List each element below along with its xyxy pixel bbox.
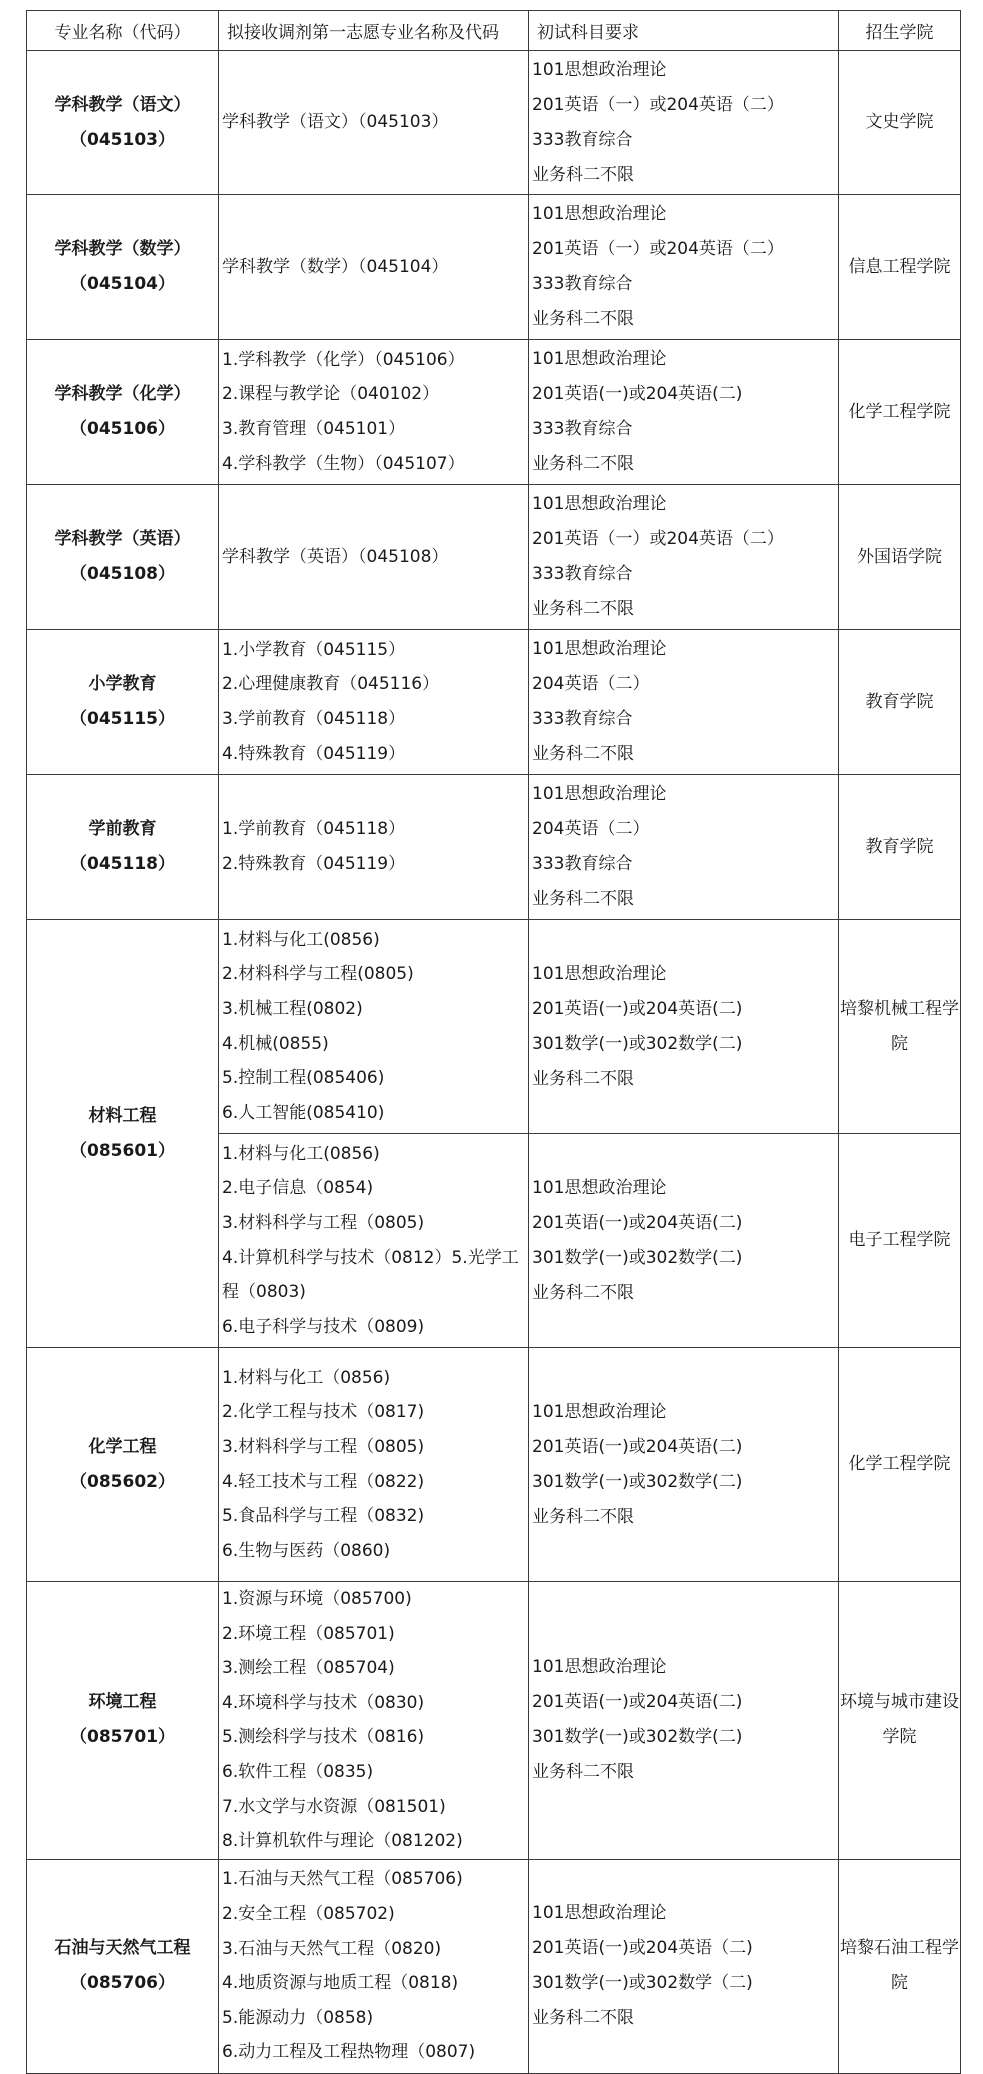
exam-subjects-cell-line: 201英语(一)或204英语（二) [532,1938,753,1959]
target-majors-cell-line: 5.测绘科学与技术（0816) [222,1727,425,1748]
target-majors-cell-line: 3.学前教育（045118） [222,709,406,729]
major-cell-line: 学科教学（语文） [54,94,191,115]
college-cell-line: 教育学院 [865,836,934,857]
major-cell [27,920,219,1348]
major-cell-line: （045104） [70,274,175,294]
major-cell-line: （085601） [70,1140,175,1161]
college-cell [839,920,961,1134]
target-majors-cell-line: 7.水文学与水资源（081501) [222,1796,446,1817]
major-cell-line: 环境工程 [88,1692,157,1713]
admission-table [26,10,961,2074]
college-cell-line: 教育学院 [865,691,934,712]
major-cell-line: （045106） [70,419,175,439]
major-cell-line: （045103） [70,129,175,150]
target-majors-cell-line: 4.特殊教育（045119） [222,743,406,764]
exam-subjects-cell-line: 301数学(一)或302数学(二) [532,1033,743,1054]
target-majors-cell-line: 1.学科教学（化学）（045106） [222,349,465,370]
table-row [27,1348,961,1582]
college-cell-line: 文史学院 [865,112,934,132]
target-majors-cell-line: 4.机械(0855) [222,1033,329,1054]
college-cell-line: 化学工程学院 [848,401,951,422]
exam-subjects-cell-line: 业务科二不限 [532,599,634,619]
college-cell-line: 院 [891,1973,908,1994]
target-majors-cell [219,1582,529,1860]
target-majors-cell-line: 4.计算机科学与技术（0812）5.光学工程（0803) [222,1247,519,1303]
major-cell-line: （045115） [70,709,175,729]
target-majors-cell-line: 6.电子科学与技术（0809) [222,1316,425,1337]
college-cell-line: 培黎石油工程学 [840,1938,959,1959]
exam-subjects-cell-line: 101思想政治理论 [532,1401,667,1422]
target-majors-cell-line: 5.能源动力（0858) [222,2007,374,2028]
target-majors-cell-line: 1.石油与天然气工程（085706) [222,1869,463,1890]
target-majors-cell-line: 2.安全工程（085702) [222,1904,395,1925]
exam-subjects-cell [529,630,839,775]
major-cell-line: 学前教育 [88,819,157,839]
exam-subjects-cell-line: 333教育综合 [532,709,633,729]
target-majors-cell-line: 学科教学（语文）（045103） [222,112,449,133]
exam-subjects-cell-line: 101思想政治理论 [532,349,667,369]
exam-subjects-cell-line: 业务科二不限 [532,1282,634,1303]
table-row [27,630,961,775]
target-majors-cell-line: 2.电子信息（0854) [222,1178,374,1199]
exam-subjects-cell-line: 201英语（一）或204英语（二） [532,239,784,259]
major-cell-line: 化学工程 [88,1436,157,1457]
exam-subjects-cell-line: 201英语(一)或204英语(二) [532,1212,743,1233]
major-cell [27,1348,219,1582]
exam-subjects-cell-line: 业务科二不限 [532,1762,634,1783]
college-cell [839,51,961,195]
exam-subjects-cell-line: 101思想政治理论 [532,494,667,514]
target-majors-cell-line: 6.生物与医药（0860) [222,1540,391,1561]
exam-subjects-cell-line: 301数学(一)或302数学(二) [532,1471,743,1492]
table-row [27,775,961,920]
exam-subjects-cell-line: 101思想政治理论 [532,1903,667,1924]
target-majors-cell-line: 2.特殊教育（045119） [222,854,406,874]
table-row [27,1859,961,2073]
header-row [27,11,961,51]
exam-subjects-cell-line: 101思想政治理论 [532,784,667,804]
target-majors-cell-line: 学科教学（英语）（045108） [222,546,449,567]
exam-subjects-cell [529,485,839,630]
target-majors-cell [219,1348,529,1582]
major-cell-line: 学科教学（数学） [54,239,191,259]
target-majors-cell-line: 4.环境科学与技术（0830) [222,1692,425,1713]
target-majors-cell-line: 5.食品科学与工程（0832) [222,1506,425,1527]
exam-subjects-cell-line: 333教育综合 [532,274,633,294]
target-majors-cell-line: 1.学前教育（045118） [222,819,406,840]
college-cell [839,630,961,775]
college-cell [839,340,961,485]
major-cell-line: 材料工程 [88,1105,157,1126]
exam-subjects-cell-line: 201英语（一）或204英语（二） [532,94,784,115]
target-majors-cell-line: 3.机械工程(0802) [222,998,363,1019]
exam-subjects-cell [529,1134,839,1348]
target-majors-cell [219,630,529,775]
target-majors-cell [219,775,529,920]
exam-subjects-cell-line: 业务科二不限 [532,744,634,764]
target-majors-cell [219,1859,529,2073]
exam-subjects-cell-line: 301数学(一)或302数学(二) [532,1247,743,1268]
exam-subjects-cell-line: 101思想政治理论 [532,1177,667,1198]
major-cell-line: （085706） [70,1973,175,1994]
exam-subjects-cell-line: 333教育综合 [532,129,633,150]
target-majors-cell [219,51,529,195]
target-majors-cell-line: 5.控制工程(085406) [222,1068,385,1089]
major-cell [27,485,219,630]
table-row [27,920,961,1134]
college-cell [839,195,961,340]
target-majors-cell-line: 1.资源与环境（085700) [222,1589,412,1609]
exam-subjects-cell-line: 101思想政治理论 [532,204,667,224]
target-majors-cell-line: 4.学科教学（生物）（045107） [222,453,465,474]
target-majors-cell [219,340,529,485]
major-cell-line: 学科教学（英语） [54,529,191,549]
target-majors-cell-line: 1.材料与化工（0856) [222,1367,391,1388]
major-cell [27,340,219,485]
exam-subjects-cell [529,195,839,340]
table-row [27,340,961,485]
major-cell [27,51,219,195]
exam-subjects-cell-line: 业务科二不限 [532,1506,634,1527]
major-cell [27,195,219,340]
exam-subjects-cell-line: 301数学(一)或302数学（二) [532,1973,753,1994]
exam-subjects-cell-line: 业务科二不限 [532,889,634,909]
target-majors-cell-line: 4.地质资源与地质工程（0818) [222,1973,459,1994]
target-majors-cell-line: 1.材料与化工(0856) [222,1143,380,1164]
exam-subjects-cell-line: 333教育综合 [532,854,633,874]
major-cell [27,1582,219,1860]
exam-subjects-cell [529,775,839,920]
target-majors-cell-line: 1.材料与化工(0856) [222,929,380,950]
exam-subjects-cell-line: 201英语(一)或204英语(二) [532,998,743,1019]
target-majors-cell-line: 2.课程与教学论（040102） [222,384,440,405]
header-major: 专业名称（代码） [27,11,219,51]
target-majors-cell-line: 2.化学工程与技术（0817) [222,1402,425,1423]
major-cell-line: （085602） [70,1471,175,1492]
target-majors-cell-line: 1.小学教育（045115） [222,639,406,660]
exam-subjects-cell-line: 101思想政治理论 [532,1657,667,1678]
exam-subjects-cell-line: 301数学(一)或302数学(二) [532,1727,743,1748]
exam-subjects-cell [529,340,839,485]
college-cell-line: 学院 [882,1727,917,1748]
target-majors-cell [219,485,529,630]
exam-subjects-cell-line: 204英语（二） [532,674,650,694]
table-body [27,51,961,2074]
target-majors-cell-line: 2.心理健康教育（045116） [222,674,440,695]
college-cell-line: 外国语学院 [857,546,942,567]
college-cell [839,1134,961,1348]
college-cell-line: 化学工程学院 [848,1454,951,1474]
college-cell-line: 环境与城市建设 [840,1692,959,1713]
college-cell [839,1582,961,1860]
header-college: 招生学院 [839,11,961,51]
target-majors-cell-line: 2.材料科学与工程(0805) [222,964,414,985]
college-cell [839,485,961,630]
target-majors-cell [219,920,529,1134]
exam-subjects-cell-line: 201英语（一）或204英语（二） [532,529,784,549]
exam-subjects-cell-line: 201英语(一)或204英语(二) [532,1436,743,1457]
table-row [27,1582,961,1860]
target-majors-cell-line: 4.轻工技术与工程（0822) [222,1471,425,1492]
target-majors-cell [219,1134,529,1348]
exam-subjects-cell-line: 204英语（二） [532,819,650,839]
exam-subjects-cell [529,51,839,195]
exam-subjects-cell-line: 201英语(一)或204英语(二) [532,1692,743,1713]
exam-subjects-cell-line: 333教育综合 [532,419,633,439]
target-majors-cell-line: 6.软件工程（0835) [222,1761,374,1782]
college-cell-line: 培黎机械工程学 [840,998,959,1019]
target-majors-cell-line: 3.材料科学与工程（0805) [222,1212,425,1233]
major-cell-line: （085701） [70,1727,175,1748]
target-majors-cell-line: 3.石油与天然气工程（0820) [222,1938,442,1959]
table-row [27,195,961,340]
exam-subjects-cell-line: 业务科二不限 [532,454,634,474]
target-majors-cell [219,195,529,340]
college-cell-line: 电子工程学院 [848,1230,951,1250]
major-cell-line: 小学教育 [88,674,157,694]
college-cell-line: 信息工程学院 [848,256,951,277]
exam-subjects-cell [529,920,839,1134]
target-majors-cell-line: 3.教育管理（045101） [222,419,406,439]
major-cell [27,1859,219,2073]
college-cell-line: 院 [891,1033,908,1054]
exam-subjects-cell [529,1582,839,1860]
major-cell [27,630,219,775]
exam-subjects-cell-line: 业务科二不限 [532,1068,634,1089]
target-majors-cell-line: 2.环境工程（085701) [222,1623,395,1644]
exam-subjects-cell-line: 业务科二不限 [532,164,634,185]
exam-subjects-cell-line: 业务科二不限 [532,2008,634,2029]
exam-subjects-cell [529,1859,839,2073]
exam-subjects-cell-line: 201英语(一)或204英语(二) [532,384,743,404]
college-cell [839,1348,961,1582]
exam-subjects-cell-line: 101思想政治理论 [532,639,667,659]
exam-subjects-cell-line: 101思想政治理论 [532,59,667,80]
target-majors-cell-line: 6.人工智能(085410) [222,1102,385,1123]
target-majors-cell-line: 学科教学（数学）（045104） [222,256,449,277]
header-exam: 初试科目要求 [529,11,839,51]
target-majors-cell-line: 6.动力工程及工程热物理（0807) [222,2042,476,2063]
exam-subjects-cell-line: 101思想政治理论 [532,963,667,984]
table-row [27,51,961,195]
major-cell [27,775,219,920]
table-row [27,485,961,630]
target-majors-cell-line: 8.计算机软件与理论（081202) [222,1831,463,1852]
major-cell-line: （045108） [70,564,175,584]
exam-subjects-cell-line: 业务科二不限 [532,309,634,329]
major-cell-line: （045118） [70,854,175,874]
header-target: 拟接收调剂第一志愿专业名称及代码 [219,11,529,51]
college-cell [839,1859,961,2073]
major-cell-line: 石油与天然气工程 [54,1938,191,1959]
exam-subjects-cell-line: 333教育综合 [532,564,633,584]
exam-subjects-cell [529,1348,839,1582]
college-cell [839,775,961,920]
target-majors-cell-line: 3.测绘工程（085704) [222,1658,395,1679]
major-cell-line: 学科教学（化学） [54,384,191,404]
target-majors-cell-line: 3.材料科学与工程（0805) [222,1436,425,1457]
